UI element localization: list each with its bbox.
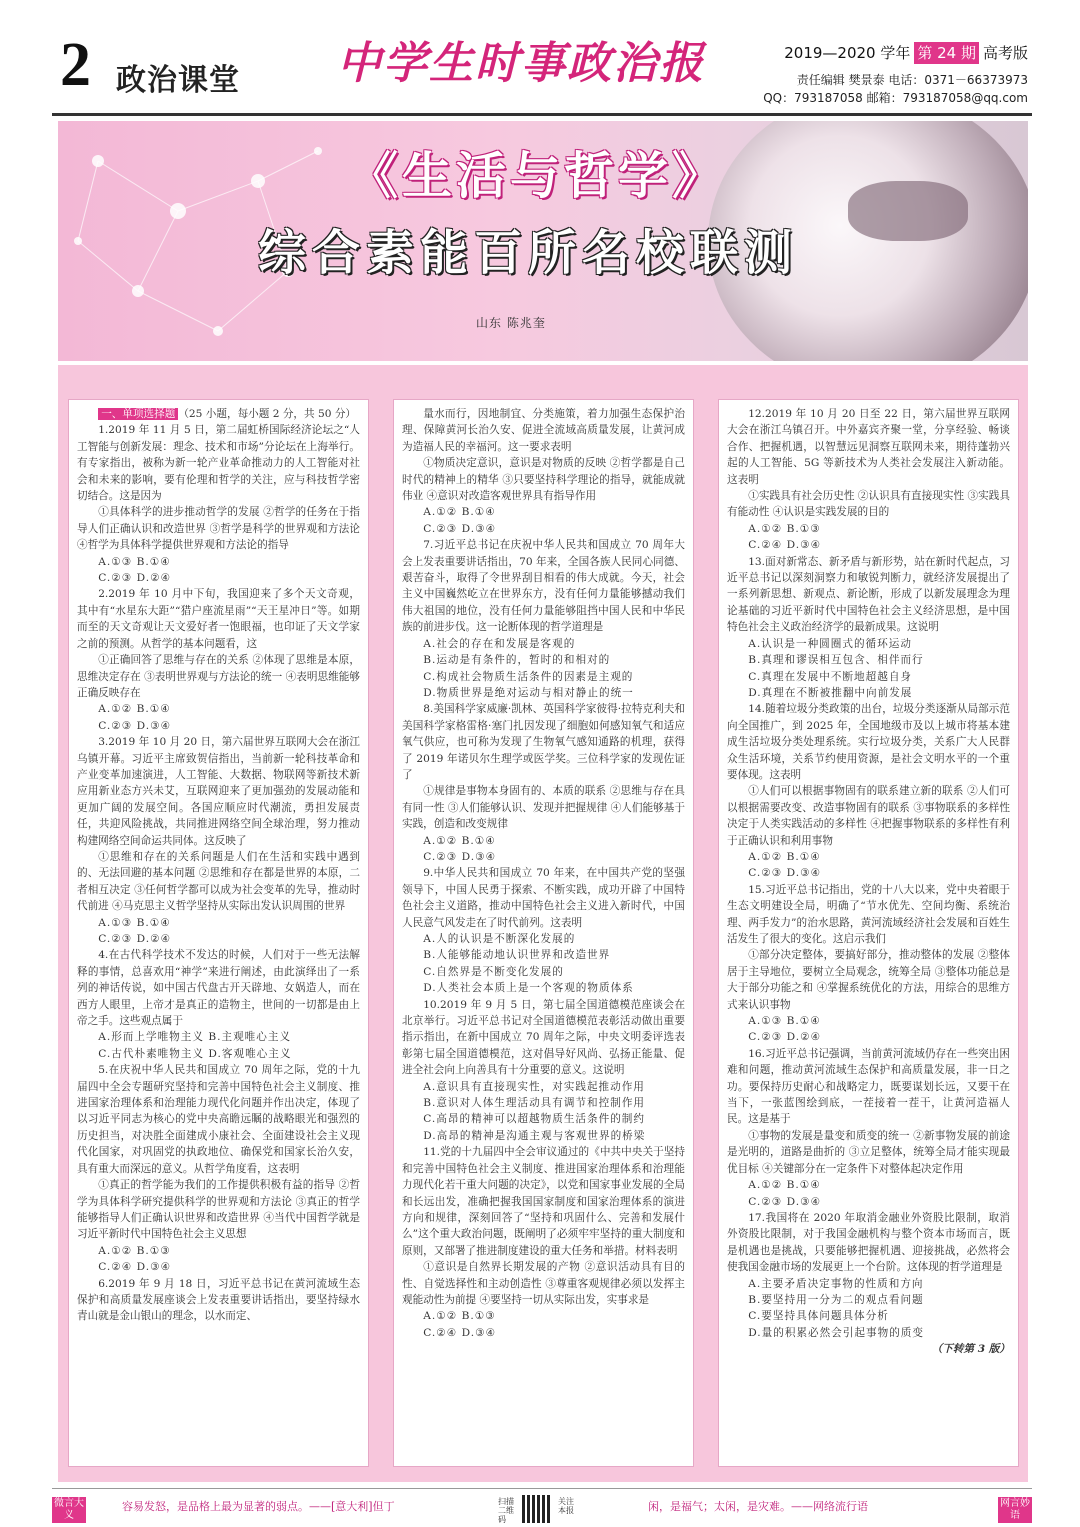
paragraph-text: C.②④ D.③④ [748, 539, 822, 552]
paragraph-text: C.自然界是不断变化发展的 [423, 965, 564, 978]
paragraph-text: A.①② B.①④ [98, 703, 171, 716]
answer-options [727, 1325, 1010, 1341]
qr-code-icon[interactable] [522, 1495, 552, 1523]
author: 山东 陈兆奎 [476, 316, 546, 330]
paragraph-text: B.真理和谬误相互包含、相伴而行 [748, 654, 924, 667]
paragraph-text: A.主要矛盾决定事物的性质和方向 [748, 1277, 924, 1290]
paragraph-text: A.①③ B.①④ [748, 1015, 821, 1028]
paragraph-text: C.真理在发展中不断地超越自身 [748, 670, 913, 683]
paragraph-text: B.意识对人体生理活动具有调节和控制作用 [423, 1097, 646, 1110]
question-text [727, 1210, 1010, 1276]
paragraph-text: C.要坚持具体问题具体分析 [748, 1310, 889, 1323]
question-statements [77, 1177, 360, 1243]
paragraph-text: ①规律是事物本身固有的、本质的联系 ②思维与存在具有同一性 ③人们能够认识、发现并把握规律 ④人们能够基于实践，创造和改变规律 [402, 785, 685, 831]
paragraph-text: C.②③ D.③④ [423, 522, 497, 535]
paragraph-text: A.①② B.①④ [748, 850, 821, 863]
paragraph-text: ①真正的哲学能为我们的工作提供积极有益的指导 ②哲学为具体科学研究提供科学的世界观和方法论 ③真正的哲学能够指导人们正确认识世界和改造世界 ④当代中国哲学就是习近平新时代中国特色社会主义思想 [77, 1179, 360, 1241]
answer-options [402, 636, 685, 652]
paragraph-text: 8.美国科学家威廉·凯林、英国科学家彼得·拉特克利夫和美国科学家格雷格·塞门扎因发现了细胞如何感知氧气和适应氧气供应，也可称为发现了生物氧气感知通路的机理，获得了 2019 年诺贝尔生理学或医学奖。三位科学家的发现佐证了 [402, 703, 685, 781]
question-text [402, 406, 685, 455]
answer-options [77, 931, 360, 947]
answer-options [402, 980, 685, 996]
paragraph-text: 2.2019 年 10 月中下旬，我国迎来了多个天文奇观，其中有“水星东大距”“猎户座流星雨”“天王星冲日”等。如期而至的天文奇观让天文爱好者一饱眼福，也印证了天文学家之前的预测。从哲学的基本问题看，这 [77, 588, 360, 650]
question-text [727, 554, 1010, 636]
qr-caption-right: 关注本报 [558, 1497, 574, 1515]
answer-options [727, 849, 1010, 865]
paragraph-text: 9.中华人民共和国成立 70 年来，在中国共产党的坚强领导下，中国人民勇于探索、不断实践，成功开辟了中国特色社会主义道路，推动中国特色社会主义进入新时代，中国人民意气风发走在了时代前列。这表明 [402, 867, 685, 929]
paragraph-text: 11.党的十九届四中全会审议通过的《中共中央关于坚持和完善中国特色社会主义制度、推进国家治理体系和治理能力现代化若干重大问题的决定》，以党和国家事业发展的全局和长远出发，准确把握我国国家制度和国家治理体系的演进方向和规律，深刻回答了“坚持和巩固什么、完善和发展什么”这个重大政治问题，既阐明了必须牢牢坚持的重大制度和原则，又部署了推进制度建设的重大任务和举措。材料表明 [402, 1146, 685, 1257]
answer-options [727, 521, 1010, 537]
header-divider [52, 113, 1032, 116]
paragraph-text: 量水而行，因地制宜、分类施策，着力加强生态保护治理、保障黄河长治久安、促进全流域高质量发展，让黄河成为造福人民的幸福河。这一要求表明 [402, 408, 685, 453]
answer-options [402, 1128, 685, 1144]
answer-options [727, 685, 1010, 701]
answer-options [402, 1111, 685, 1127]
paragraph-text: A.认识是一种圆圈式的循环运动 [748, 637, 912, 650]
paragraph-text: D.真理在不断被推翻中向前发展 [748, 686, 913, 699]
paragraph-text: A.人的认识是不断深化发展的 [423, 933, 576, 945]
paragraph-text: C.②③ D.③④ [748, 1195, 822, 1208]
answer-options [727, 1029, 1010, 1045]
footer-left-tag: 微言大义 [54, 1498, 84, 1521]
answer-options [77, 1243, 360, 1259]
robot-eye-image [848, 181, 968, 241]
paragraph-text: A.①② B.①④ [423, 834, 496, 847]
question-text [727, 406, 1010, 488]
section-title: 政治课堂 [116, 64, 240, 97]
column-3 [718, 399, 1019, 1467]
answer-options [402, 521, 685, 537]
question-text [727, 701, 1010, 783]
answer-options [727, 1276, 1010, 1292]
paragraph-text: ①正确回答了思维与存在的关系 ②体现了思维是本原，思维决定存在 ③表明世界观与方法论的统一 ④表明思维能够正确反映存在 [77, 654, 360, 699]
question-statements [727, 488, 1010, 521]
paragraph-text: C.②③ D.③④ [748, 867, 822, 880]
answer-options [727, 669, 1010, 685]
question-text [77, 422, 360, 504]
column-3-content [727, 406, 1010, 1341]
paragraph-text: A.①② B.①③ [423, 1310, 496, 1323]
answer-options [402, 1325, 685, 1341]
paragraph-text: C.高昂的精神可以超越物质生活条件的制约 [423, 1113, 645, 1126]
question-text [77, 947, 360, 1029]
question-text [727, 1046, 1010, 1128]
article-body [58, 365, 1028, 1482]
question-statements [402, 1259, 685, 1308]
answer-options [402, 833, 685, 849]
paragraph-text: B.运动是有条件的，暂时的和相对的 [423, 654, 611, 667]
paragraph-text: 4.在古代科学技术不发达的时候，人们对于一些无法解释的事情，总喜欢用“神学”来进行阐述，由此演绎出了一系列的神话传说，如中国古代盘古开天辟地、女娲造人，而在西方人眼里，上帝才是真正的造物主，世间的一切都是由上帝之手。这些观点属于 [77, 949, 360, 1028]
footer-right-tag: 网言妙语 [1000, 1498, 1030, 1521]
answer-options [727, 1308, 1010, 1324]
paragraph-text: A.形而上学唯物主义 B.主观唯心主义 [98, 1031, 292, 1044]
question-statements [727, 1128, 1010, 1177]
answer-options [402, 931, 685, 947]
continued-note: （下转第 3 版） [931, 1343, 1010, 1356]
school-year: 2019—2020 学年 [784, 44, 911, 62]
paragraph-text: 7.习近平总书记在庆祝中华人民共和国成立 70 周年大会上发表重要讲话指出，70 年来，全国各族人民同心同德、艰苦奋斗，取得了令世界刮目相看的伟大成就。今天，社会主义中国巍然屹立在世界东方，没有任何力量能够撼动我们伟大祖国的地位，没有任何力量能够阻挡中国人民和中华民族的前进步伐。这一论断体现的哲学道理是 [402, 539, 685, 634]
paragraph-text: C.②③ D.②④ [98, 933, 172, 945]
question-text [402, 865, 685, 931]
question-text [77, 1062, 360, 1177]
contact-line: QQ：793187058 邮箱：793187058@qq.com [763, 91, 1028, 105]
issue-info [784, 46, 1028, 61]
question-statements [727, 947, 1010, 1013]
paragraph-text: 13.面对新常态、新矛盾与新形势，站在新时代起点，习近平总书记以深刻洞察力和敏锐判断力，就经济发展提出了一系列新思想、新观点、新论断，形成了以新发展理念为理论基础的习近平新时代中国特色社会主义经济思想，是中国特色社会主义政治经济学的最新成果。这说明 [727, 555, 1010, 634]
paragraph-text: 10.2019 年 9 月 5 日，第七届全国道德模范座谈会在北京举行。习近平总书记对全国道德模范表彰活动做出重要指示指出，在新中国成立 70 周年之际，中央文明委评选表彰第七届全国道德模范，这对倡导好风尚、弘扬正能量、促进全社会向上向善具有十分重要的意义。这说明 [402, 998, 685, 1077]
question-text [402, 537, 685, 635]
answer-options [77, 554, 360, 570]
paragraph-text: 3.2019 年 10 月 20 日，第六届世界互联网大会在浙江乌镇开幕。习近平主席致贺信指出，当前新一轮科技革命和产业变革加速演进，人工智能、大数据、物联网等新技术新应用新业态方兴未艾，互联网迎来了更加强劲的发展动能和更加广阔的发展空间。各国应顺应时代潮流，勇担发展责任，共迎风险挑战，共同推进网络空间全球治理，努力推动构建网络空间命运共同体。这反映了 [77, 736, 360, 847]
paragraph-text: ①实践具有社会历史性 ②认识具有直接现实性 ③实践具有能动性 ④认识是实践发展的目的 [727, 490, 1010, 519]
answer-options [727, 1194, 1010, 1210]
paragraph-text: A.①② B.①③ [748, 522, 821, 535]
paragraph-text: ①人们可以根据事物固有的联系建立新的联系 ②人们可以根据需要改变、改造事物固有的联系 ③事物联系的多样性决定于人类实践活动的多样性 ④把握事物联系的多样性有利于正确认识和利用事物 [727, 785, 1010, 847]
question-text [402, 1144, 685, 1259]
answer-options [402, 685, 685, 701]
newspaper-logo: 中学生时事政治报 [337, 38, 705, 89]
paragraph-text: ①意识是自然界长期发展的产物 ②意识活动具有目的性、自觉选择性和主动创造性 ③尊重客观规律必须以发挥主观能动性为前提 ④要坚持一切从实际出发，实事求是 [402, 1261, 685, 1306]
answer-options [727, 865, 1010, 881]
paragraph-text: A.①② B.①④ [748, 1179, 821, 1192]
answer-options [77, 915, 360, 931]
paragraph-text: （25 小题，每小题 2 分，共 50 分） [178, 408, 357, 420]
answer-options [77, 1046, 360, 1062]
paragraph-text: D.人类社会本质上是一个客观的物质体系 [423, 982, 634, 995]
paragraph-text: ①部分决定整体，要搞好部分，推动整体的发展 ②整体居于主导地位，要树立全局观念，统筹全局 ③整体功能总是大于部分功能之和 ④掌握系统优化的方法，用综合的思维方式来认识事物 [727, 949, 1010, 1011]
question-statements [77, 652, 360, 701]
paragraph-text: 1.2019 年 11 月 5 日，第二届虹桥国际经济论坛之“人工智能与创新发展：理念、技术和市场”分论坛在上海举行。有专家指出，被称为新一轮产业革命推动力的人工智能对社会和未来的影响，要有伦理和哲学的关注，应与科技哲学密切结合。这是因为 [77, 424, 360, 503]
answer-options [402, 652, 685, 668]
answer-options [402, 1095, 685, 1111]
answer-options [402, 1079, 685, 1095]
section-tag: 一、单项选择题 [98, 408, 178, 420]
issue-number: 第 24 期 [914, 42, 979, 64]
paragraph-text: ①具体科学的进步推动哲学的发展 ②哲学的任务在于指导人们正确认识和改造世界 ③哲学是科学的世界观和方法论 ④哲学为具体科学提供世界观和方法论的指导 [77, 506, 360, 552]
question-text [77, 406, 360, 422]
paragraph-text: 6.2019 年 9 月 18 日，习近平总书记在黄河流域生态保护和高质量发展座谈会上发表重要讲话指出，要坚持绿水青山就是金山银山的理念，以水而定、 [77, 1277, 360, 1323]
question-text [77, 586, 360, 652]
paragraph-text: 14.随着垃圾分类政策的出台，垃圾分类逐渐从局部示范向全国推广，到 2025 年，全国地级市及以上城市将基本建成生活垃圾分类处理系统。实行垃圾分类，关系广大人民群众生活环境，关系节约使用资源，是社会文明水平的一个重要体现。这表明 [727, 703, 1010, 781]
paragraph-text: C.②④ D.③④ [423, 1326, 497, 1339]
paragraph-text: C.古代朴素唯物主义 D.客观唯心主义 [98, 1047, 292, 1060]
paragraph-text: C.②③ D.③④ [98, 719, 172, 732]
answer-options [727, 652, 1010, 668]
paragraph-text: A.社会的存在和发展是客观的 [423, 637, 576, 650]
question-text [77, 1276, 360, 1325]
answer-options [77, 701, 360, 717]
masthead [52, 31, 1032, 112]
footer-right-quote: 闲，是福气；太闲，是灾难。——网络流行语 [648, 1500, 868, 1513]
subtitle: 综合素能百所名校联测 [258, 225, 799, 281]
edition: 高考版 [982, 44, 1028, 62]
paragraph-text: C.构成社会物质生活条件的因素是主观的 [423, 670, 634, 683]
paragraph-text: D.量的积累必然会引起事物的质变 [748, 1326, 924, 1339]
main-title: 《生活与哲学》 [348, 147, 726, 205]
answer-options [77, 1029, 360, 1045]
paragraph-text: D.物质世界是绝对运动与相对静止的统一 [423, 686, 634, 699]
paragraph-text: C.②④ D.③④ [98, 1261, 172, 1274]
answer-options [402, 669, 685, 685]
paragraph-text: A.意识具有直接现实性，对实践起推动作用 [423, 1080, 645, 1093]
paragraph-text: ①思维和存在的关系问题是人们在生活和实践中遇到的、无法回避的基本问题 ②思维和存在都是世界的本原，二者相互决定 ③任何哲学都可以成为社会变革的先导，推动时代前进 ④马克思主义哲学坚持从实际出发认识周围的世界 [77, 850, 360, 913]
answer-options [727, 1013, 1010, 1029]
qr-caption-left: 扫描二维码 [498, 1497, 514, 1524]
answer-options [402, 849, 685, 865]
paragraph-text: 5.在庆祝中华人民共和国成立 70 周年之际，党的十九届四中全会专题研究坚持和完善中国特色社会主义制度、推进国家治理体系和治理能力现代化问题并作出决定，体现了以习近平同志为核心的党中央高瞻远瞩的战略眼光和强烈的历史担当，对决胜全面建成小康社会、全面建设社会主义现代化国家，对巩固党的执政地位、确保党和国家长治久安，具有重大而深远的意义。从哲学角度看，这表明 [77, 1064, 360, 1175]
footer-left-quote: 容易发怒，是品格上最为显著的弱点。——[意大利]但丁 [122, 1500, 395, 1513]
question-text [402, 997, 685, 1079]
editor-line: 责任编辑 樊景泰 电话：0371－66373973 [796, 73, 1028, 87]
answer-options [77, 570, 360, 586]
footer [52, 1488, 1032, 1524]
paragraph-text: C.②③ D.②④ [98, 572, 172, 585]
question-statements [727, 783, 1010, 849]
paragraph-text: 12.2019 年 10 月 20 日至 22 日，第六届世界互联网大会在浙江乌镇召开。中外嘉宾齐聚一堂，分享经验、畅谈合作、把握机遇，以智慧远见洞察互联网未来，期待蓬勃兴起的人工智能、5G 等新技术为人类社会发展注入新动能。这表明 [727, 408, 1010, 486]
column-2 [393, 399, 694, 1467]
question-text [77, 734, 360, 849]
answer-options [402, 504, 685, 520]
paragraph-text: D.高昂的精神是沟通主观与客观世界的桥梁 [423, 1129, 646, 1142]
answer-options [402, 947, 685, 963]
paragraph-text: ①物质决定意识，意识是对物质的反映 ②哲学都是自己时代的精神上的精华 ③只要坚持科学理论的指导，就能成就伟业 ④意识对改造客观世界具有指导作用 [402, 457, 685, 503]
paragraph-text: A.①② B.①③ [98, 1244, 171, 1257]
paragraph-text: A.①② B.①④ [423, 506, 496, 519]
paragraph-text: ①事物的发展是量变和质变的统一 ②新事物发展的前途是光明的，道路是曲折的 ③立足整体，统筹全局才能实现最优目标 ④关键部分在一定条件下对整体起决定作用 [727, 1129, 1010, 1175]
title-banner [58, 121, 1028, 361]
question-text [727, 882, 1010, 948]
answer-options [727, 636, 1010, 652]
answer-options [77, 718, 360, 734]
paragraph-text: 16.习近平总书记强调，当前黄河流域仍存在一些突出困难和问题，推动黄河流域生态保护和高质量发展，非一日之功。要保持历史耐心和战略定力，既要谋划长远，又要干在当下，一张蓝图绘到底，一茬接着一茬干，让黄河造福人民。这是基于 [727, 1047, 1010, 1126]
question-statements [402, 455, 685, 504]
answer-options [402, 964, 685, 980]
answer-options [727, 537, 1010, 553]
page-number: 2 [60, 31, 91, 99]
paragraph-text: C.②③ D.③④ [423, 850, 497, 863]
paragraph-text: 15.习近平总书记指出，党的十八大以来，党中央着眼于生态文明建设全局，明确了“节水优先、空间均衡、系统治理、两手发力”的治水思路，黄河流域经济社会发展和百姓生活发生了很大的变化。这启示我们 [727, 883, 1010, 945]
paragraph-text: 17.我国将在 2020 年取消金融业外资股比限制，取消外资股比限制，对于我国金融机构与整个资本市场而言，既是机遇也是挑战，只要能够把握机遇、迎接挑战，必然将会使我国金融市场的发展更上一个台阶。这体现的哲学道理是 [727, 1211, 1010, 1274]
paragraph-text: B.人能够能动地认识世界和改造世界 [423, 949, 611, 962]
answer-options [727, 1292, 1010, 1308]
question-statements [402, 783, 685, 832]
paragraph-text: B.要坚持用一分为二的观点看问题 [748, 1293, 924, 1306]
question-statements [77, 504, 360, 553]
question-text [402, 701, 685, 783]
column-1 [68, 399, 369, 1467]
answer-options [402, 1308, 685, 1324]
paragraph-text: C.②③ D.②④ [748, 1031, 822, 1044]
question-statements [77, 849, 360, 915]
paragraph-text: A.①③ B.①④ [98, 916, 171, 929]
answer-options [727, 1177, 1010, 1193]
answer-options [77, 1259, 360, 1275]
paragraph-text: A.①③ B.①④ [98, 555, 171, 568]
